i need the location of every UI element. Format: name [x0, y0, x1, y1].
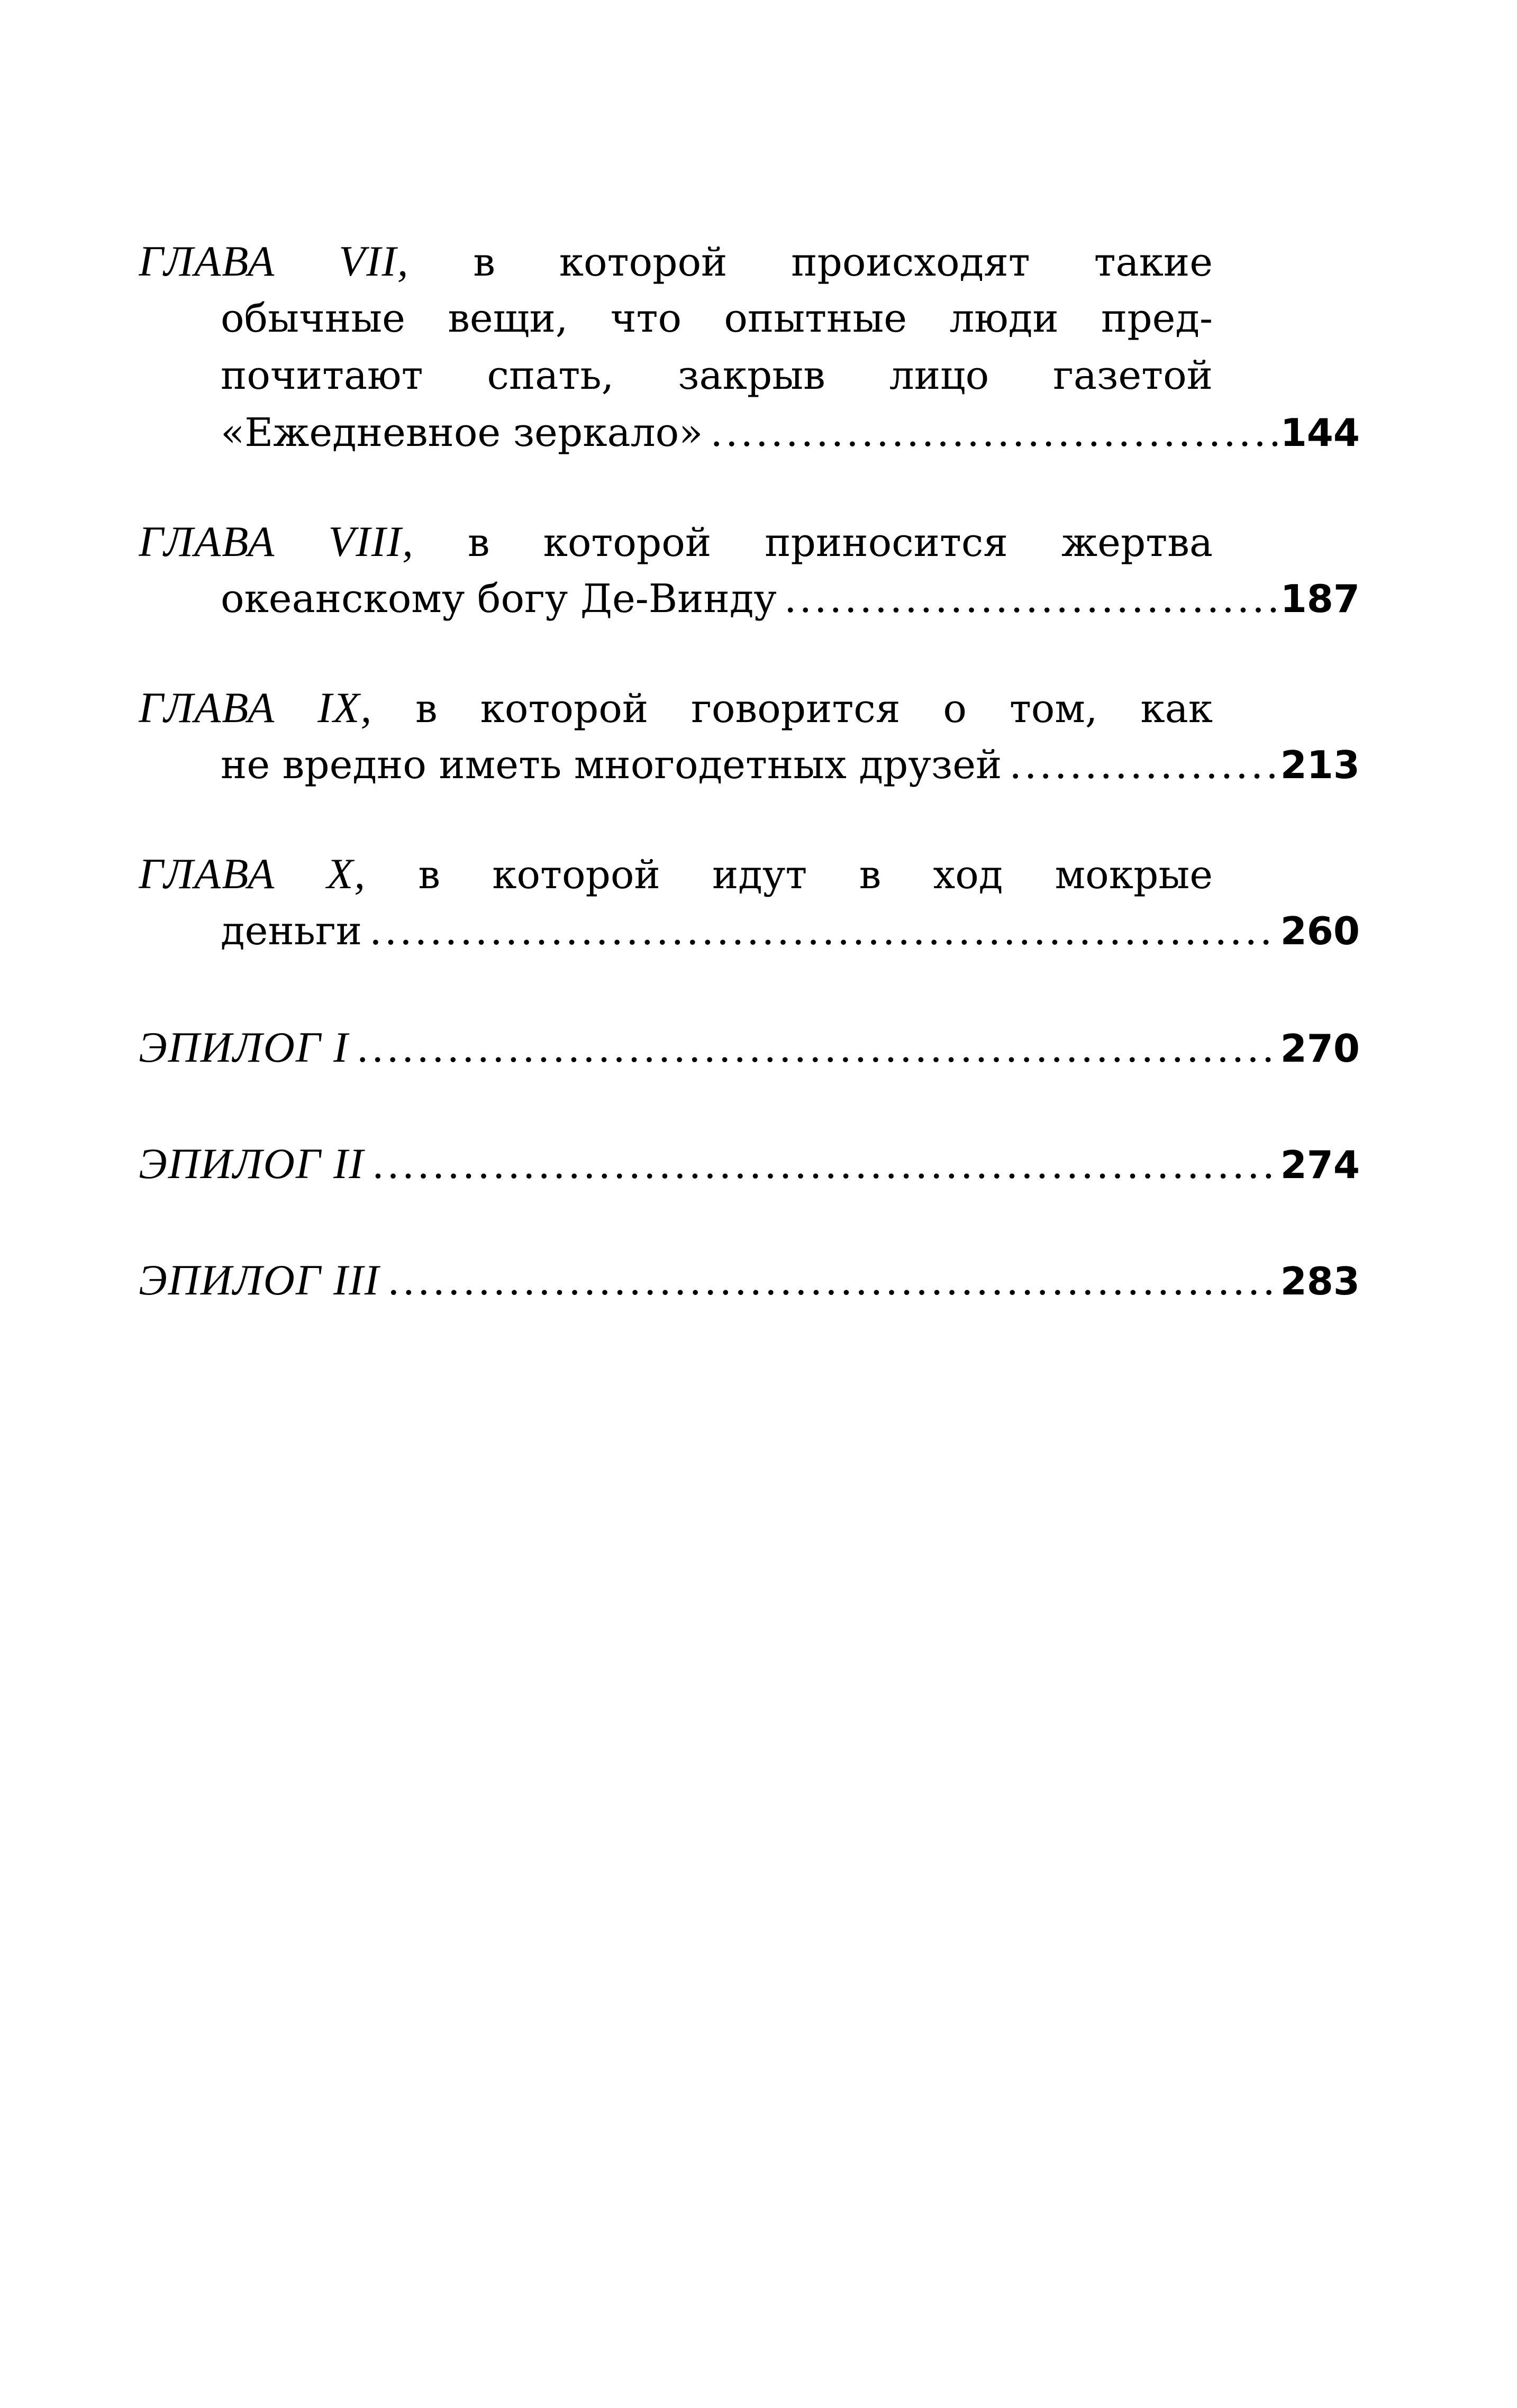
dot-leader	[372, 1136, 1277, 1192]
dot-leader	[387, 1253, 1277, 1309]
page-number: 283	[1280, 1259, 1360, 1303]
toc-entry-leader-line	[139, 902, 1360, 960]
toc-entry-leader-line	[139, 736, 1360, 793]
page-number: 270	[1280, 1026, 1360, 1071]
epilogue-label: ЭПИЛОГ I	[139, 1023, 349, 1071]
chapter-title-text: в которой говорится о том, как	[415, 686, 1213, 732]
epilogue-label: ЭПИЛОГ II	[139, 1139, 365, 1188]
toc-entry-chapter-9[interactable]	[139, 679, 1360, 793]
chapter-label: ГЛАВА IX,	[139, 683, 373, 732]
chapter-label: ГЛАВА VII,	[139, 237, 410, 285]
toc-entry-leader-line	[139, 1019, 1360, 1076]
dot-leader	[784, 570, 1277, 627]
table-of-contents	[139, 233, 1360, 1309]
chapter-title-text: в которой идут в ход мокрые	[418, 852, 1213, 898]
page-number: 213	[1280, 743, 1360, 787]
dot-leader	[356, 1020, 1277, 1076]
toc-entry-epilogue-3[interactable]	[139, 1252, 1360, 1309]
toc-entry-leader-line	[139, 570, 1360, 627]
toc-entry-chapter-7[interactable]	[139, 233, 1360, 461]
toc-entry-first-line	[139, 233, 1213, 290]
page-number: 274	[1280, 1143, 1360, 1187]
toc-entry-first-line	[139, 845, 1213, 902]
chapter-title-text: океанскому богу Де-Винду	[221, 576, 777, 622]
dot-leader	[1009, 736, 1277, 793]
toc-entry-chapter-10[interactable]	[139, 845, 1360, 960]
chapter-label: ГЛАВА VIII,	[139, 517, 414, 565]
dot-leader	[710, 404, 1277, 461]
toc-entry-leader-line	[139, 1135, 1360, 1192]
toc-entry-leader-line	[139, 1252, 1360, 1309]
toc-entry-leader-line	[139, 404, 1360, 461]
chapter-title-text: в которой происходят такие	[473, 240, 1213, 285]
chapter-label: ГЛАВА X,	[139, 850, 367, 898]
toc-entry-epilogue-1[interactable]	[139, 1019, 1360, 1076]
page-number: 187	[1280, 577, 1360, 621]
chapter-title-text: обычные вещи, что опытные люди пред-	[221, 296, 1213, 341]
dot-leader	[369, 902, 1277, 960]
page-number: 260	[1280, 909, 1360, 953]
page-number: 144	[1280, 411, 1360, 455]
chapter-title-text: в которой приносится жертва	[467, 520, 1213, 565]
toc-entry-first-line	[139, 513, 1213, 570]
toc-entry-chapter-8[interactable]	[139, 513, 1360, 627]
chapter-title-text: деньги	[221, 908, 362, 954]
chapter-title-text: почитают спать, закрыв лицо газетой	[221, 353, 1213, 398]
chapter-title-text: не вредно иметь многодетных друзей	[221, 742, 1002, 788]
toc-entry-first-line	[139, 679, 1213, 736]
epilogue-label: ЭПИЛОГ III	[139, 1256, 380, 1304]
toc-entry-epilogue-2[interactable]	[139, 1135, 1360, 1192]
chapter-title-text: «Ежедневное зеркало»	[221, 410, 703, 455]
